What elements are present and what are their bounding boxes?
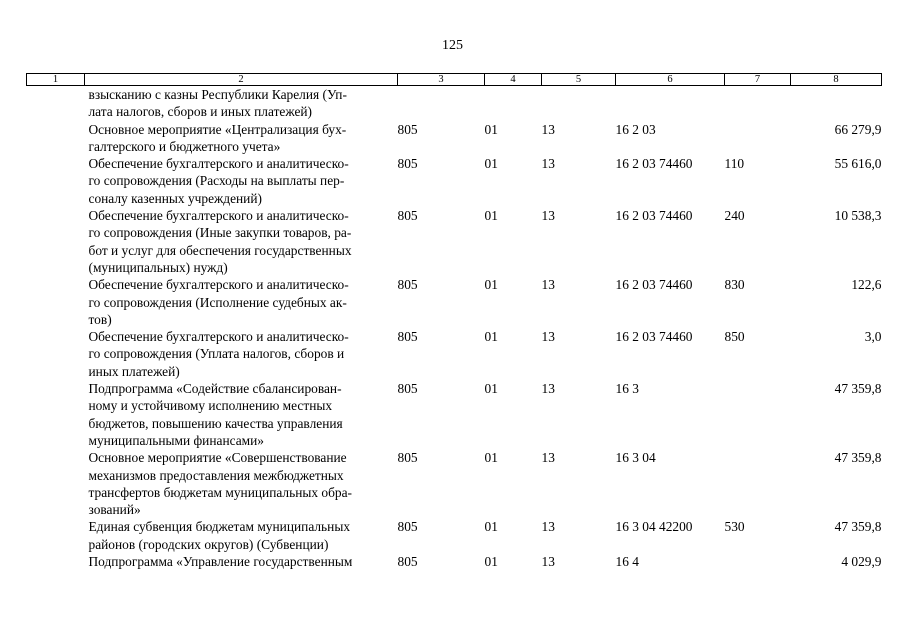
expense-type-cell <box>725 86 791 121</box>
admin-code-cell: 805 <box>397 121 418 137</box>
amount-cell: 3,0 <box>864 329 882 345</box>
table-row <box>27 207 882 276</box>
description-line: муниципальными финансами» <box>88 432 265 448</box>
subsection-code-cell: 13 <box>541 381 555 397</box>
header-cell-4: 4 <box>485 74 542 86</box>
description-line: Основное мероприятие «Совершенствование <box>88 450 347 466</box>
expense-type-cell: 240 <box>724 208 745 224</box>
description-line: го сопровождения (Иные закупки товаров, ра- <box>88 225 352 241</box>
header-cell-7: 7 <box>725 74 791 86</box>
header-cell-6: 6 <box>616 74 725 86</box>
target-article-cell: 16 3 04 <box>615 450 656 466</box>
row-description <box>27 207 398 276</box>
subsection-code-cell: 13 <box>541 208 555 224</box>
row-description <box>27 449 398 518</box>
description-line: галтерского и бюджетного учета» <box>88 138 281 154</box>
row-description <box>27 380 398 449</box>
row-description <box>27 276 398 328</box>
description-line: трансфертов бюджетам муниципальных обра- <box>88 484 353 500</box>
expense-type-cell: 850 <box>724 329 745 345</box>
table-header-row <box>27 74 882 86</box>
amount-cell: 47 359,8 <box>834 381 882 397</box>
row-description <box>27 155 398 207</box>
description-line: Подпрограмма «Управление государственным <box>88 554 353 570</box>
admin-code-cell: 805 <box>397 450 418 466</box>
target-article-cell: 16 3 04 42200 <box>615 519 693 535</box>
table-row <box>27 276 882 328</box>
description-line: Единая субвенция бюджетам муниципальных <box>88 519 351 535</box>
table-row <box>27 86 882 121</box>
target-article-cell: 16 2 03 74460 <box>615 208 693 224</box>
description-line: районов (городских округов) (Субвенции) <box>88 536 329 552</box>
amount-cell: 10 538,3 <box>834 208 882 224</box>
row-description <box>27 121 398 156</box>
admin-code-cell <box>398 86 485 121</box>
target-article-cell: 16 2 03 74460 <box>615 156 693 172</box>
amount-cell <box>791 86 882 121</box>
header-cell-8: 8 <box>791 74 882 86</box>
target-article-cell <box>616 86 725 121</box>
expense-type-cell <box>725 449 791 518</box>
admin-code-cell: 805 <box>397 208 418 224</box>
description-line: го сопровождения (Исполнение судебных ак- <box>88 294 347 310</box>
table-row <box>27 155 882 207</box>
section-code-cell: 01 <box>484 208 498 224</box>
row-description <box>27 518 398 553</box>
description-line: Обеспечение бухгалтерского и аналитическо- <box>88 208 349 224</box>
section-code-cell: 01 <box>484 277 498 293</box>
expense-type-cell <box>725 553 791 570</box>
amount-cell: 4 029,9 <box>841 554 882 570</box>
expense-type-cell: 830 <box>724 277 745 293</box>
subsection-code-cell: 13 <box>541 277 555 293</box>
admin-code-cell: 805 <box>397 156 418 172</box>
description-line: тов) <box>88 311 112 327</box>
subsection-code-cell: 13 <box>541 156 555 172</box>
description-line: соналу казенных учреждений) <box>88 190 262 206</box>
description-line: Подпрограмма «Содействие сбалансирован- <box>88 381 342 397</box>
admin-code-cell: 805 <box>397 554 418 570</box>
section-code-cell: 01 <box>484 554 498 570</box>
subsection-code-cell: 13 <box>541 519 555 535</box>
admin-code-cell: 805 <box>397 381 418 397</box>
amount-cell: 47 359,8 <box>834 450 882 466</box>
page-number: 125 <box>442 38 463 53</box>
target-article-cell: 16 3 <box>615 381 639 397</box>
description-line: иных платежей) <box>88 363 180 379</box>
description-line: Основное мероприятие «Централизация бух- <box>88 121 347 137</box>
row-description <box>27 86 398 121</box>
table-body <box>27 86 882 571</box>
description-line: го сопровождения (Расходы на выплаты пер- <box>88 173 345 189</box>
description-line: Обеспечение бухгалтерского и аналитическо- <box>88 277 349 293</box>
admin-code-cell: 805 <box>397 329 418 345</box>
amount-cell: 122,6 <box>851 277 882 293</box>
description-line: механизмов предоставления межбюджетных <box>88 467 344 483</box>
header-cell-5: 5 <box>542 74 616 86</box>
row-description <box>27 553 398 570</box>
subsection-code-cell: 13 <box>541 329 555 345</box>
description-line: ному и устойчивому исполнению местных <box>88 398 333 414</box>
subsection-code-cell <box>542 86 616 121</box>
description-line: Обеспечение бухгалтерского и аналитическо- <box>88 156 349 172</box>
section-code-cell: 01 <box>484 450 498 466</box>
header-cell-3: 3 <box>398 74 485 86</box>
description-line: го сопровождения (Уплата налогов, сборов и <box>88 346 345 362</box>
section-code-cell: 01 <box>484 121 498 137</box>
section-code-cell: 01 <box>484 381 498 397</box>
description-line: (муниципальных) нужд) <box>88 259 228 275</box>
description-line: взысканию с казны Республики Карелия (Уп- <box>88 87 347 102</box>
table-row <box>27 380 882 449</box>
amount-cell: 47 359,8 <box>834 519 882 535</box>
section-code-cell: 01 <box>484 156 498 172</box>
target-article-cell: 16 2 03 <box>615 121 656 137</box>
header-cell-2: 2 <box>85 74 398 86</box>
target-article-cell: 16 4 <box>615 554 639 570</box>
section-code-cell: 01 <box>484 329 498 345</box>
description-line: бот и услуг для обеспечения государственных <box>88 242 352 258</box>
table-row <box>27 553 882 570</box>
table-row <box>27 328 882 380</box>
amount-cell: 66 279,9 <box>834 121 882 137</box>
expense-type-cell: 530 <box>724 519 745 535</box>
expense-type-cell <box>725 380 791 449</box>
row-description <box>27 328 398 380</box>
description-line: бюджетов, повышению качества управления <box>88 415 343 431</box>
section-code-cell <box>485 86 542 121</box>
amount-cell: 55 616,0 <box>834 156 882 172</box>
section-code-cell: 01 <box>484 519 498 535</box>
description-line: зований» <box>88 502 141 518</box>
subsection-code-cell: 13 <box>541 121 555 137</box>
expense-type-cell <box>725 121 791 156</box>
subsection-code-cell: 13 <box>541 450 555 466</box>
description-line: лата налогов, сборов и иных платежей) <box>88 104 313 120</box>
subsection-code-cell: 13 <box>541 554 555 570</box>
description-line: Обеспечение бухгалтерского и аналитическо- <box>88 329 349 345</box>
header-cell-1: 1 <box>27 74 85 86</box>
target-article-cell: 16 2 03 74460 <box>615 329 693 345</box>
admin-code-cell: 805 <box>397 519 418 535</box>
table-row <box>27 518 882 553</box>
admin-code-cell: 805 <box>397 277 418 293</box>
target-article-cell: 16 2 03 74460 <box>615 277 693 293</box>
expense-type-cell: 110 <box>724 156 745 172</box>
table-row <box>27 449 882 518</box>
budget-table <box>26 73 882 570</box>
table-row <box>27 121 882 156</box>
